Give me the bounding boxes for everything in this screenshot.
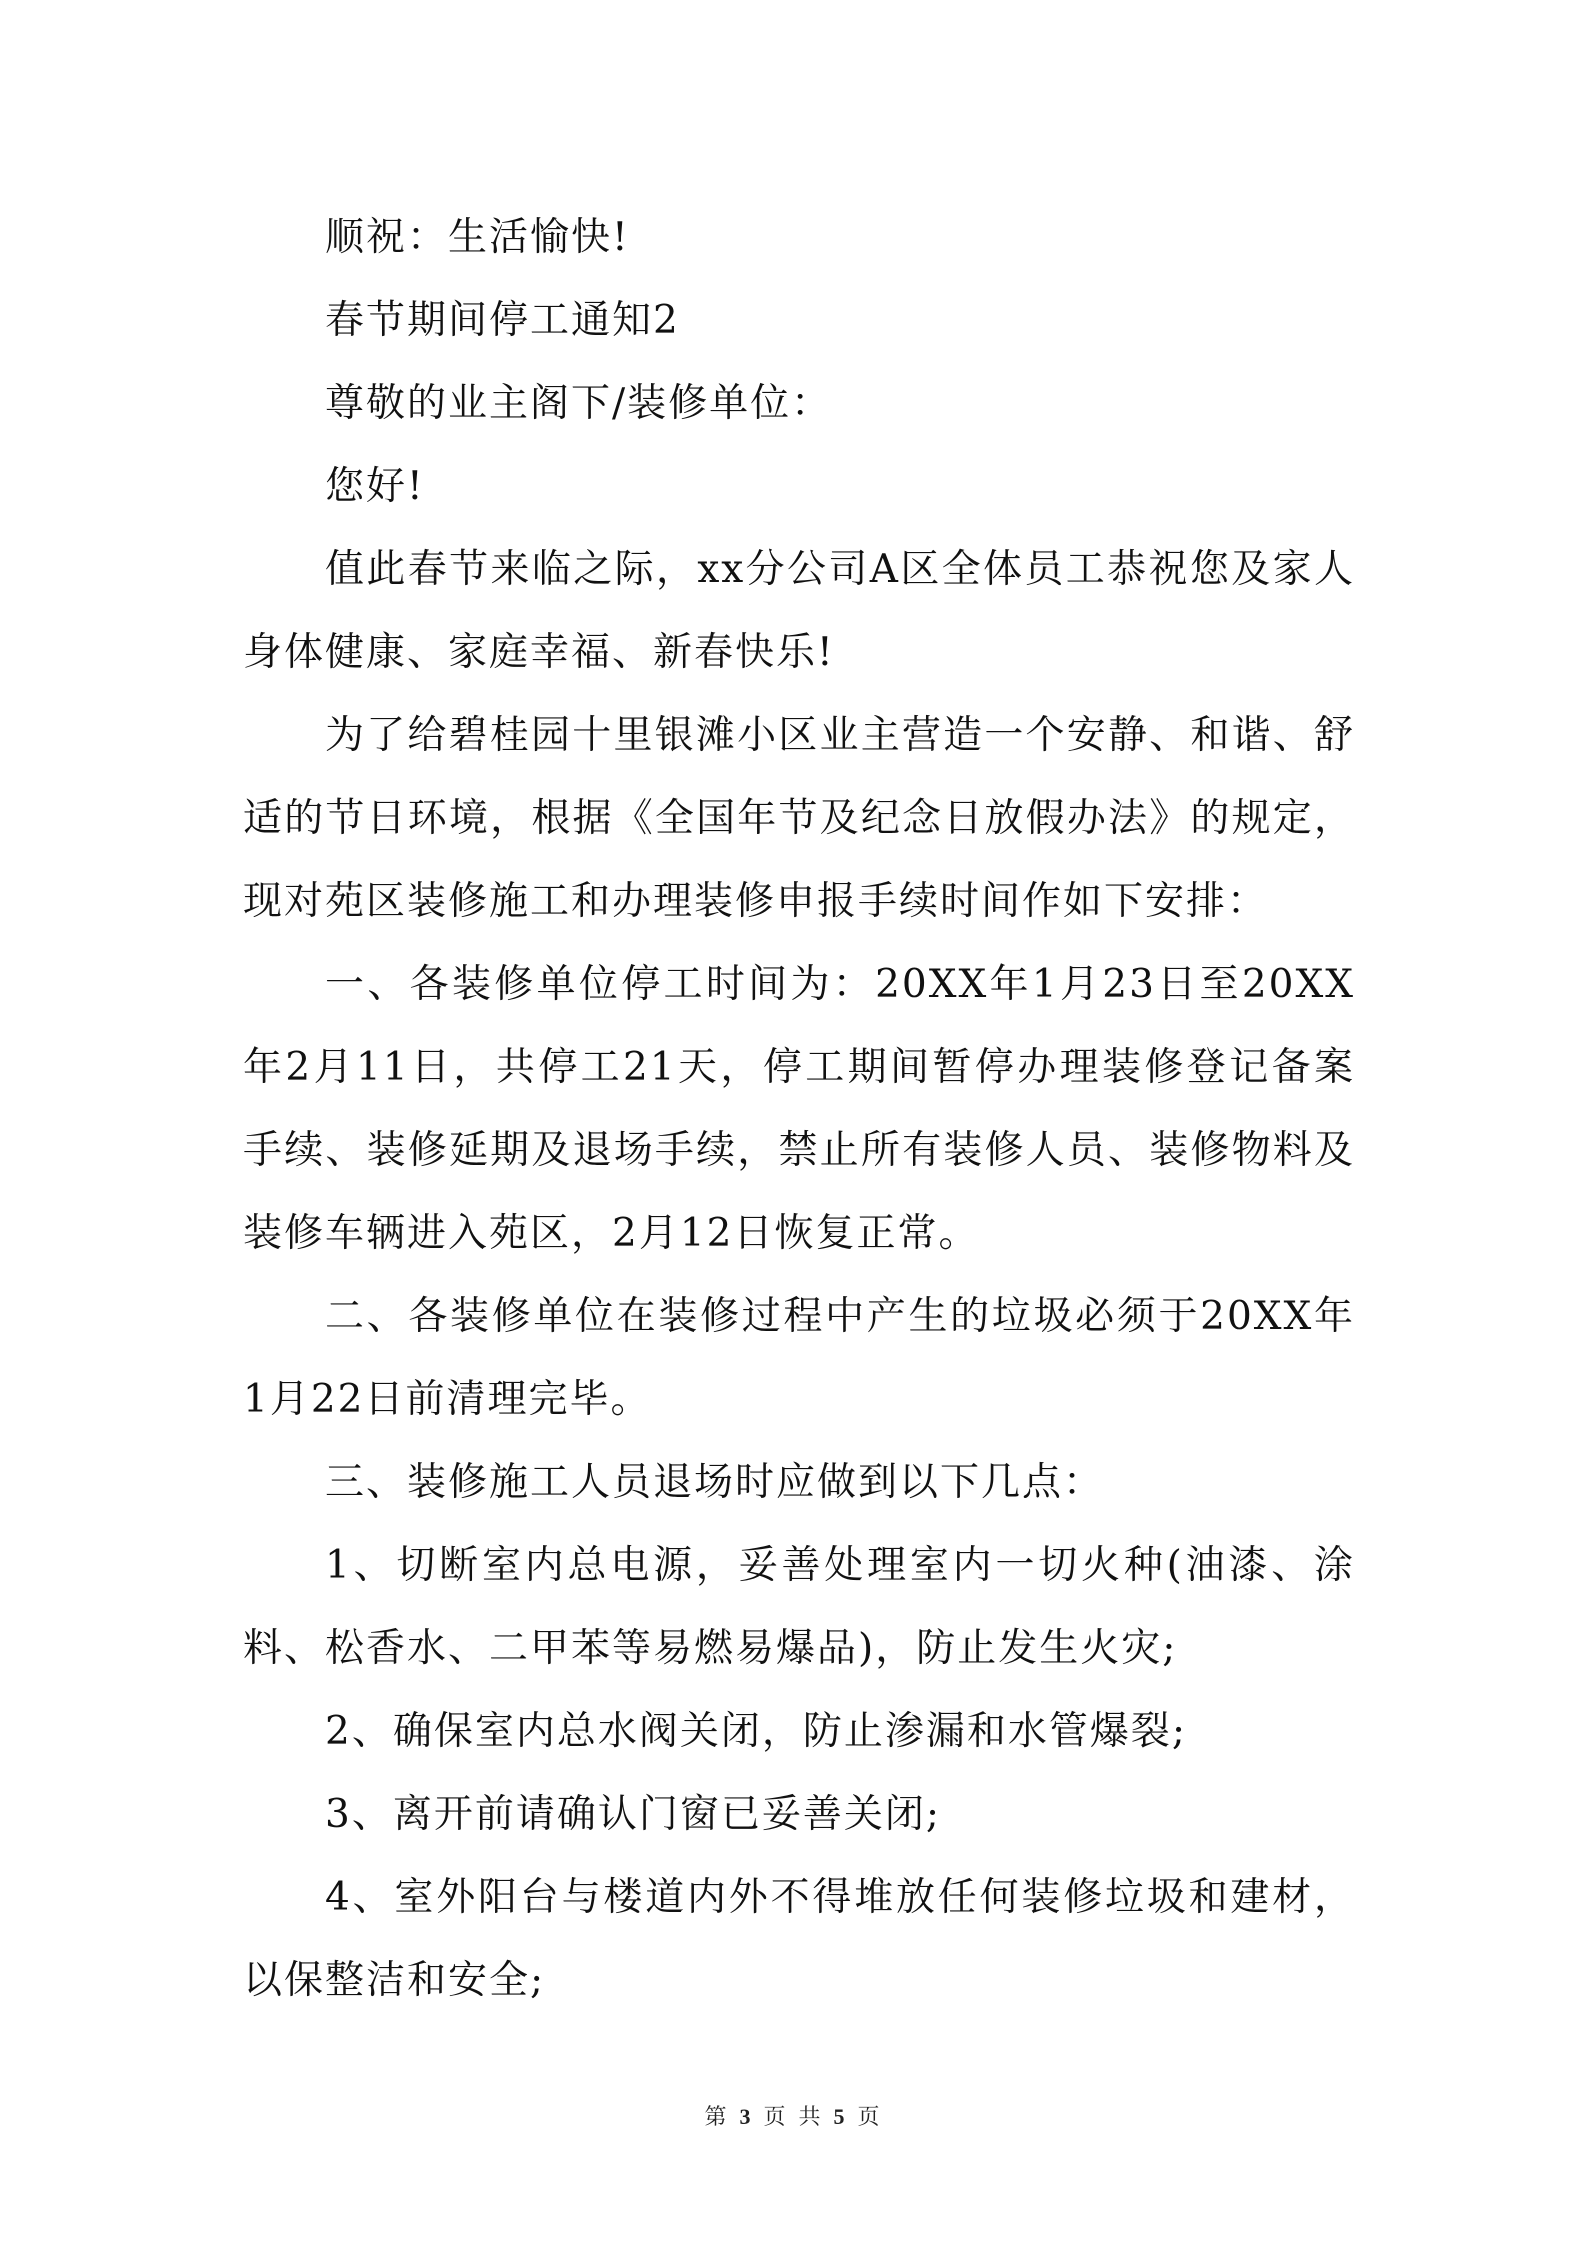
paragraph-greeting: 您好! — [325, 464, 425, 509]
document-body — [243, 196, 1355, 2022]
paragraph-item-one: 一、各装修单位停工时间为：20XX年1月23日至20XX年2月11日，共停工21天，停工期间暂停办理装修登记备案手续、装修延期及退场手续，禁止所有装修人员、装修物料及装修车辆进入苑区，2月12日恢复正常。 — [243, 962, 1355, 1256]
footer-prefix: 第 — [704, 2105, 730, 2130]
footer-total-pages: 5 — [833, 2104, 848, 2129]
footer-middle: 页 共 — [763, 2105, 824, 2130]
paragraph-subitem-2: 2、确保室内总水阀关闭，防止渗漏和水管爆裂; — [325, 1709, 1187, 1754]
footer-current-page: 3 — [739, 2104, 754, 2129]
paragraph-subitem-4: 4、室外阳台与楼道内外不得堆放任何装修垃圾和建材，以保整洁和安全; — [243, 1875, 1355, 2003]
paragraph-notice-title: 春节期间停工通知2 — [325, 298, 680, 343]
paragraph-item-two: 二、各装修单位在装修过程中产生的垃圾必须于20XX年1月22日前清理完毕。 — [243, 1294, 1355, 1422]
paragraph-item-three: 三、装修施工人员退场时应做到以下几点： — [325, 1460, 1105, 1505]
paragraph-salutation: 尊敬的业主阁下/装修单位： — [325, 381, 833, 426]
paragraph-festival-wishes: 值此春节来临之际，xx分公司A区全体员工恭祝您及家人身体健康、家庭幸福、新春快乐! — [243, 547, 1355, 675]
footer-suffix: 页 — [857, 2105, 883, 2130]
paragraph-closing-wish: 顺祝：生活愉快! — [325, 215, 630, 260]
paragraph-subitem-3: 3、离开前请确认门窗已妥善关闭; — [325, 1792, 941, 1837]
paragraph-purpose: 为了给碧桂园十里银滩小区业主营造一个安静、和谐、舒适的节日环境，根据《全国年节及纪念日放假办法》的规定，现对苑区装修施工和办理装修申报手续时间作如下安排： — [243, 713, 1355, 924]
paragraph-subitem-1: 1、切断室内总电源，妥善处理室内一切火种(油漆、涂料、松香水、二甲苯等易燃易爆品)，防止发生火灾; — [243, 1543, 1355, 1671]
page-footer — [0, 2100, 1587, 2131]
